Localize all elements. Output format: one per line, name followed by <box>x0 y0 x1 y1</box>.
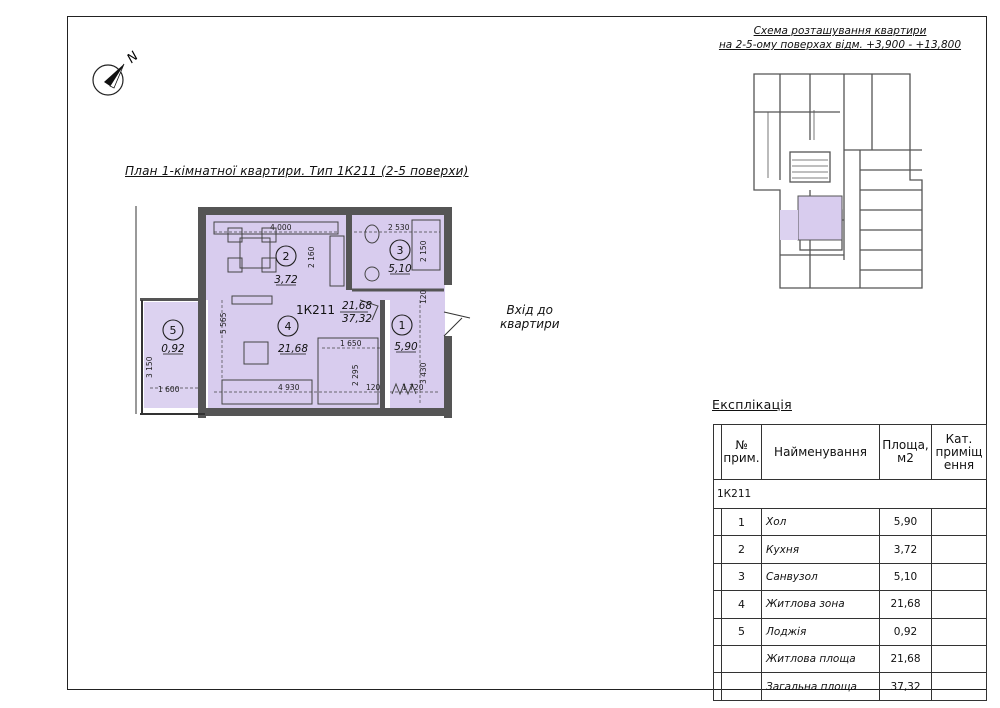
scheme-title-line1: Схема розташування квартири <box>753 25 927 37</box>
table-row <box>714 563 987 590</box>
row-area: 21,68 <box>880 591 932 618</box>
scheme-title <box>716 24 964 52</box>
room-4-area: 21,68 <box>277 343 309 355</box>
header-name: Найменування <box>762 425 880 480</box>
compass-icon <box>90 46 150 102</box>
group-label: 1К211 <box>714 480 987 509</box>
apartment-location-highlight <box>798 196 842 240</box>
dim-opening-120b: 120 <box>366 383 381 392</box>
row-category <box>932 536 987 563</box>
row-num: 2 <box>722 536 762 563</box>
partition-hall <box>380 300 385 410</box>
dim-bath-depth: 2 150 <box>419 240 428 262</box>
dim-opening-120a: 120 <box>419 289 428 304</box>
row-num: 3 <box>722 563 762 590</box>
row-name: Кухня <box>762 536 880 563</box>
dim-kitchen-width: 4 000 <box>270 223 292 232</box>
row-category <box>932 618 987 645</box>
partition-bath <box>346 215 352 290</box>
apartment-floor-plan <box>128 196 473 426</box>
room-4-number: 4 <box>284 320 292 333</box>
row-num <box>722 673 762 700</box>
wall-top <box>205 207 452 215</box>
wall-bottom <box>198 408 452 416</box>
dim-hall-width: 1 720 <box>402 383 424 392</box>
dim-hall-height: 3 430 <box>419 362 428 384</box>
dim-bath-width: 2 530 <box>388 223 410 232</box>
row-category <box>932 591 987 618</box>
table-row <box>714 618 987 645</box>
apartment-living-area: 21,68 <box>342 300 373 312</box>
row-spacer <box>714 618 722 645</box>
row-name: Житлова площа <box>762 645 880 672</box>
apartment-total-area: 37,32 <box>342 313 373 325</box>
wall-left <box>198 207 206 418</box>
header-num: № прим. <box>722 425 762 480</box>
row-name: Загальна площа <box>762 673 880 700</box>
row-num: 1 <box>722 509 762 536</box>
row-name: Житлова зона <box>762 591 880 618</box>
table-row <box>714 536 987 563</box>
room-1-area: 5,90 <box>394 341 418 353</box>
row-name: Санвузол <box>762 563 880 590</box>
room-2-area: 3,72 <box>274 274 298 286</box>
table-header-row <box>714 425 987 480</box>
row-spacer <box>714 673 722 700</box>
row-area: 37,32 <box>880 673 932 700</box>
row-spacer <box>714 563 722 590</box>
row-area: 5,90 <box>880 509 932 536</box>
dim-kitchen-depth: 2 160 <box>307 246 316 268</box>
room-3-number: 3 <box>396 244 404 257</box>
north-label: N <box>124 48 142 67</box>
entry-label-line2: квартири <box>500 317 560 331</box>
location-accent <box>780 210 798 240</box>
row-name: Хол <box>762 509 880 536</box>
row-area: 0,92 <box>880 618 932 645</box>
table-group-row <box>714 480 987 509</box>
table-row <box>714 591 987 618</box>
dim-living-width: 4 930 <box>278 383 300 392</box>
row-category <box>932 563 987 590</box>
room-5-area: 0,92 <box>161 343 185 355</box>
table-header-spacer <box>714 425 722 480</box>
row-category <box>932 509 987 536</box>
row-spacer <box>714 591 722 618</box>
row-area: 3,72 <box>880 536 932 563</box>
dim-bed-height: 2 295 <box>351 364 360 386</box>
room-2-number: 2 <box>282 250 290 263</box>
row-category <box>932 645 987 672</box>
header-category: Кат. приміщ ення <box>932 425 987 480</box>
apartment-code: 1К211 <box>296 303 336 317</box>
row-category <box>932 673 987 700</box>
table-row <box>714 509 987 536</box>
dim-loggia-height: 3 150 <box>145 356 154 378</box>
dim-loggia-width: 1 600 <box>158 385 180 394</box>
wall-right-lower <box>444 336 452 418</box>
plan-title: План 1-кімнатної квартири. Тип 1К211 (2-5 поверхи) <box>125 164 469 178</box>
explication-table <box>713 424 987 701</box>
entry-door <box>444 312 470 336</box>
row-spacer <box>714 645 722 672</box>
loggia-wall <box>140 298 204 301</box>
room-3-area: 5,10 <box>388 263 412 275</box>
room-1-number: 1 <box>398 319 406 332</box>
scheme-title-line2: на 2-5-ому поверхах відм. +3,900 - +13,800 <box>718 39 962 51</box>
row-num: 4 <box>722 591 762 618</box>
row-num <box>722 645 762 672</box>
table-row <box>714 673 987 700</box>
floor-location-scheme <box>740 60 930 292</box>
room-5-number: 5 <box>169 324 177 337</box>
wall-right <box>444 207 452 285</box>
explication-title: Експлікація <box>712 397 792 412</box>
row-spacer <box>714 536 722 563</box>
dim-bed-width: 1 650 <box>340 339 362 348</box>
row-spacer <box>714 509 722 536</box>
row-name: Лоджія <box>762 618 880 645</box>
entry-label <box>500 303 560 331</box>
row-num: 5 <box>722 618 762 645</box>
dim-living-height: 5 565 <box>219 312 228 334</box>
row-area: 21,68 <box>880 645 932 672</box>
row-area: 5,10 <box>880 563 932 590</box>
table-row <box>714 645 987 672</box>
entry-label-line1: Вхід до <box>506 303 553 317</box>
header-area: Площа, м2 <box>880 425 932 480</box>
